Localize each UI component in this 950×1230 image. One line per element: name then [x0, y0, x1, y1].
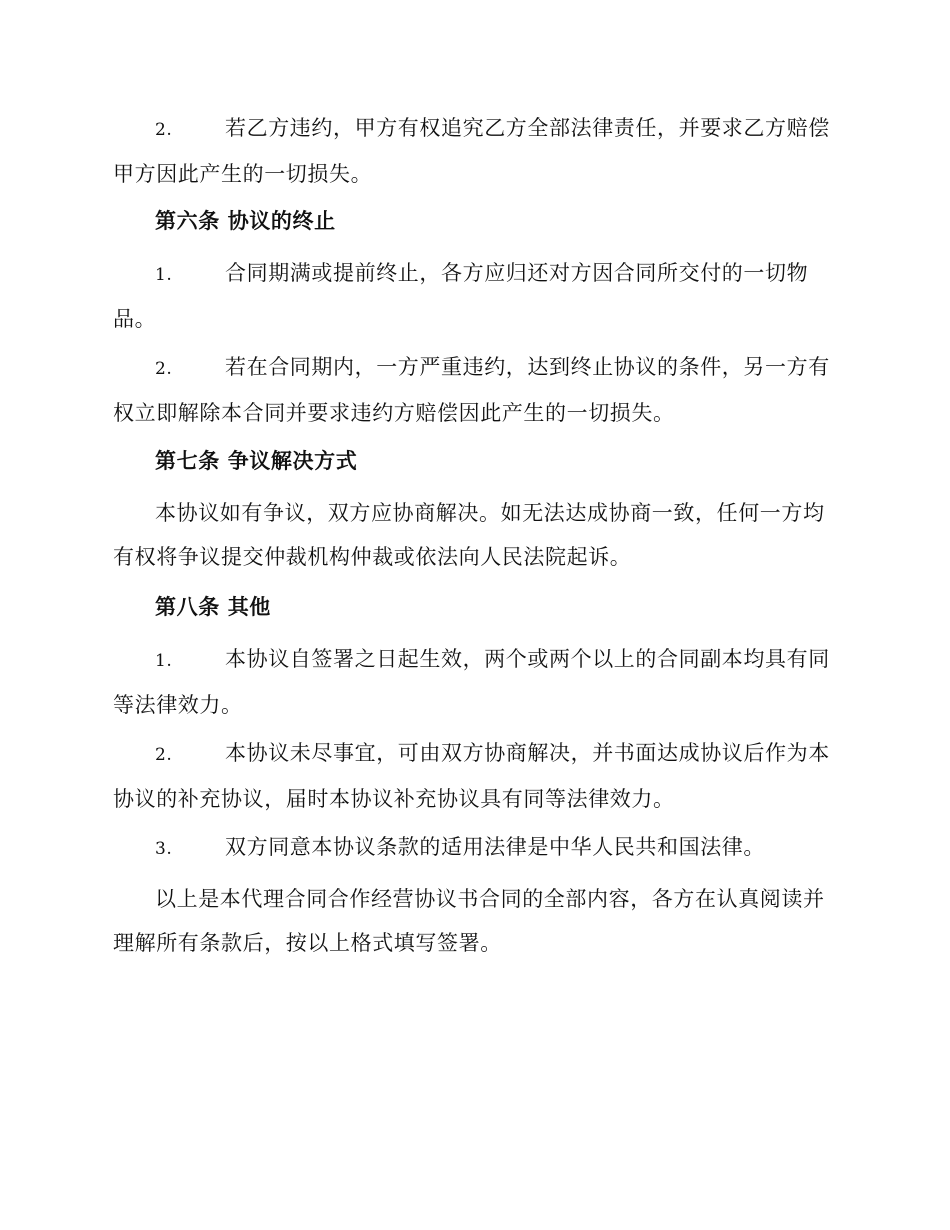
item-number: 1.	[155, 265, 173, 285]
closing-paragraph: 以上是本代理合同合作经营协议书合同的全部内容，各方在认真阅读并理解所有条款后，按以上格式填写签署。	[113, 887, 825, 955]
section8-item-1	[113, 637, 835, 727]
item-number: 2.	[155, 359, 173, 379]
item-text: 本协议未尽事宜，可由双方协商解决，并书面达成协议后作为本协议的补充协议，届时本协议补充协议具有同等法律效力。	[113, 741, 830, 811]
section6-item-2	[113, 345, 835, 435]
section5-item-2	[113, 106, 835, 196]
item-text: 若乙方违约，甲方有权追究乙方全部法律责任，并要求乙方赔偿甲方因此产生的一切损失。	[113, 116, 830, 186]
section8-heading: 第八条 其他	[155, 594, 271, 619]
item-number: 3.	[155, 839, 173, 859]
item-text: 双方同意本协议条款的适用法律是中华人民共和国法律。	[225, 835, 765, 859]
section7-paragraph: 本协议如有争议，双方应协商解决。如无法达成协商一致，任何一方均有权将争议提交仲裁机构仲裁或依法向人民法院起诉。	[113, 501, 825, 569]
section6-item-1	[113, 251, 835, 341]
item-text: 合同期满或提前终止，各方应归还对方因合同所交付的一切物品。	[113, 261, 809, 331]
section6-heading: 第六条 协议的终止	[155, 208, 336, 233]
section8-item-3	[113, 825, 835, 871]
section7-heading: 第七条 争议解决方式	[155, 448, 358, 473]
item-text: 若在合同期内，一方严重违约，达到终止协议的条件，另一方有权立即解除本合同并要求违约方赔偿因此产生的一切损失。	[113, 355, 830, 425]
item-text: 本协议自签署之日起生效，两个或两个以上的合同副本均具有同等法律效力。	[113, 647, 830, 717]
item-number: 2.	[155, 120, 173, 140]
item-number: 1.	[155, 651, 173, 671]
item-number: 2.	[155, 745, 173, 765]
section8-item-2	[113, 731, 835, 821]
